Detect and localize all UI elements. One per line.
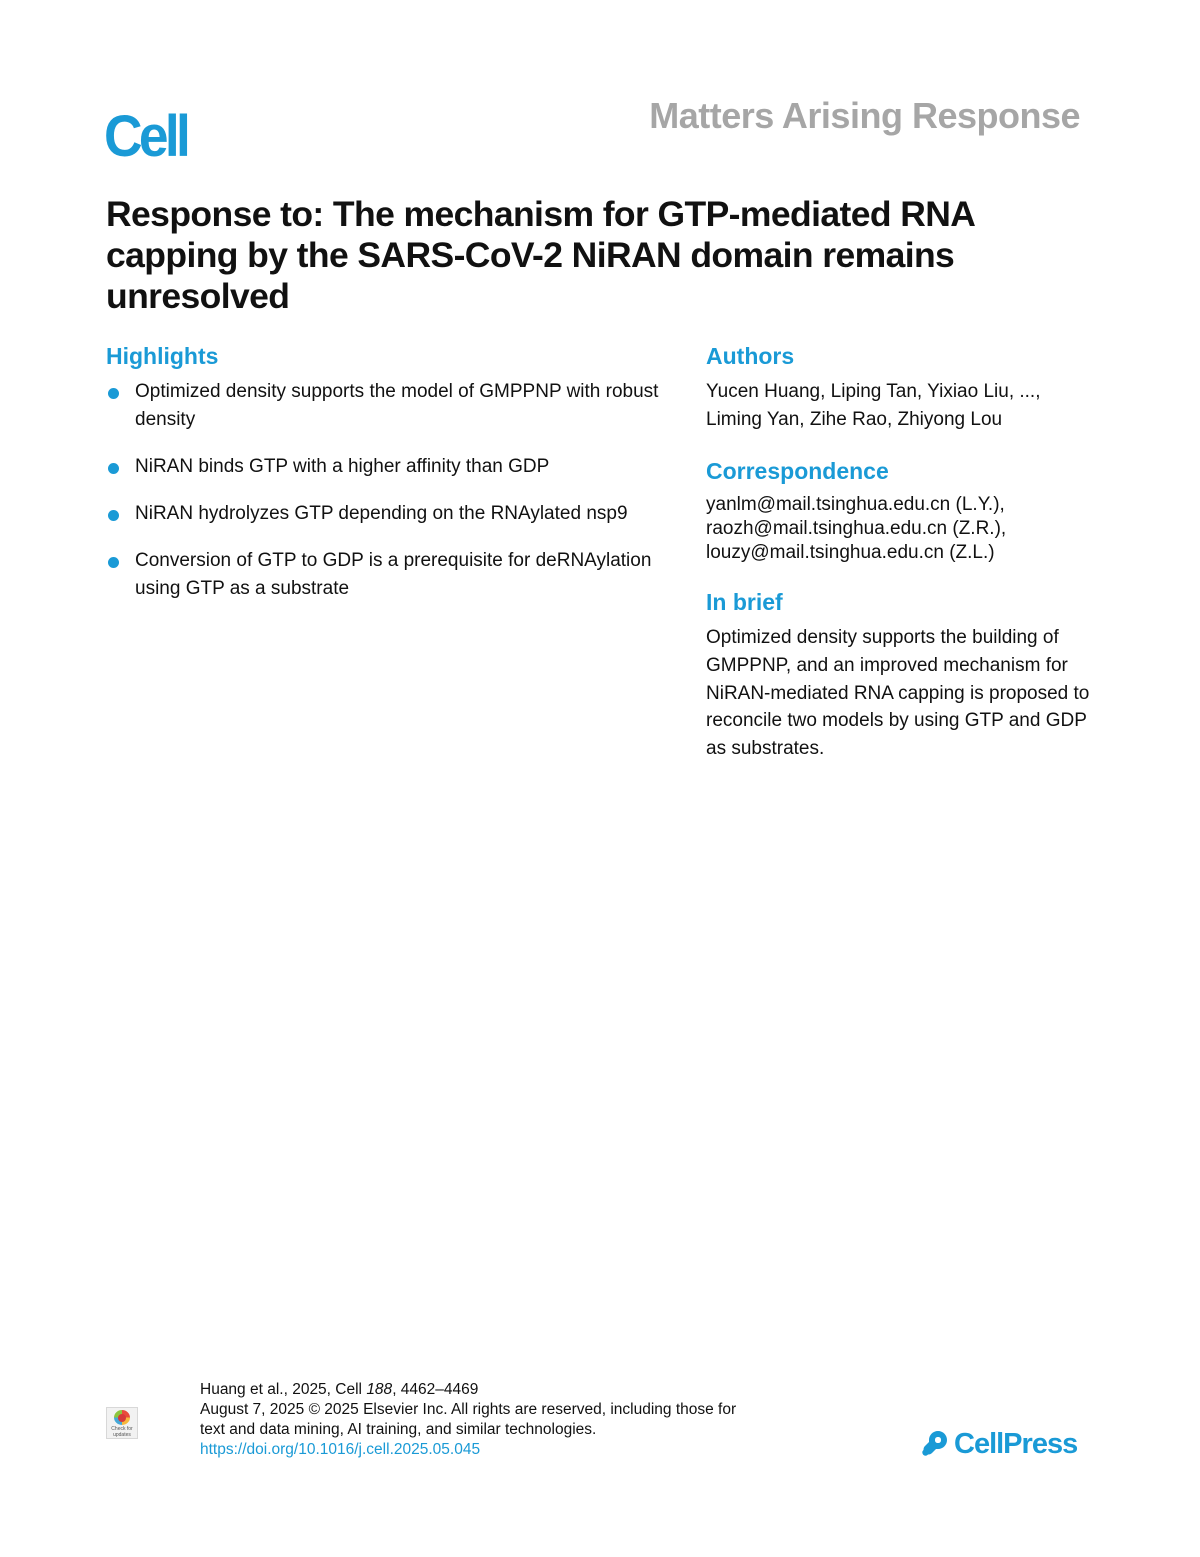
check-for-updates-icon — [114, 1410, 130, 1425]
bullet-icon — [108, 557, 119, 568]
bullet-icon — [108, 388, 119, 399]
summary-sidebar — [706, 345, 1096, 789]
highlight-item: NiRAN hydrolyzes GTP depending on the RNAylated nsp9 — [106, 500, 686, 528]
correspondence-heading: Correspondence — [706, 458, 889, 484]
citation-line: Huang et al., 2025, Cell 188, 4462–4469 — [200, 1381, 479, 1398]
check-for-updates-label: Check for updates — [111, 1426, 133, 1438]
authors-list: Yucen Huang, Liping Tan, Yixiao Liu, ..., Liming Yan, Zihe Rao, Zhiyong Lou — [706, 381, 1041, 430]
article-title: Response to: The mechanism for GTP-mediated RNA capping by the SARS-CoV-2 NiRAN domain remains unresolved — [106, 194, 974, 316]
correspondence-email-link[interactable]: louzy@mail.tsinghua.edu.cn (Z.L.) — [706, 542, 995, 563]
correspondence-email-link[interactable]: yanlm@mail.tsinghua.edu.cn (L.Y.), — [706, 494, 1005, 515]
highlight-item: NiRAN binds GTP with a higher affinity than GDP — [106, 453, 686, 481]
copyright-line: August 7, 2025 © 2025 Elsevier Inc. All rights are reserved, including those for — [200, 1401, 737, 1418]
doi-link[interactable]: https://doi.org/10.1016/j.cell.2025.05.045 — [200, 1441, 481, 1458]
highlights-list — [106, 378, 686, 603]
highlight-item: Optimized density supports the model of GMPPNP with robust density — [106, 378, 686, 434]
cell-journal-logo: Cell — [104, 104, 188, 169]
bullet-icon — [108, 510, 119, 521]
check-for-updates-button[interactable] — [106, 1407, 138, 1439]
citation-block — [200, 1380, 840, 1460]
article-type-label: Matters Arising Response — [649, 95, 1080, 136]
highlights-heading: Highlights — [106, 343, 219, 369]
in-brief-heading: In brief — [706, 589, 783, 615]
cellpress-wordmark: CellPress — [954, 1427, 1078, 1460]
authors-heading: Authors — [706, 343, 795, 369]
highlight-item: Conversion of GTP to GDP is a prerequisite for deRNAylation using GTP as a substrate — [106, 547, 686, 603]
copyright-line: text and data mining, AI training, and similar technologies. — [200, 1421, 597, 1438]
correspondence-section — [706, 460, 1096, 565]
cellpress-logo — [918, 1428, 1077, 1460]
authors-section — [706, 345, 1096, 434]
highlights-section — [106, 345, 686, 622]
in-brief-text: Optimized density supports the building of GMPPNP, and an improved mechanism for NiRAN-mediated RNA capping is proposed to reconcile two models by using GTP and GDP as substrates. — [706, 627, 1090, 760]
in-brief-section — [706, 591, 1096, 763]
bullet-icon — [108, 463, 119, 474]
correspondence-email-link[interactable]: raozh@mail.tsinghua.edu.cn (Z.R.), — [706, 518, 1007, 539]
cellpress-mark-icon — [918, 1428, 950, 1460]
